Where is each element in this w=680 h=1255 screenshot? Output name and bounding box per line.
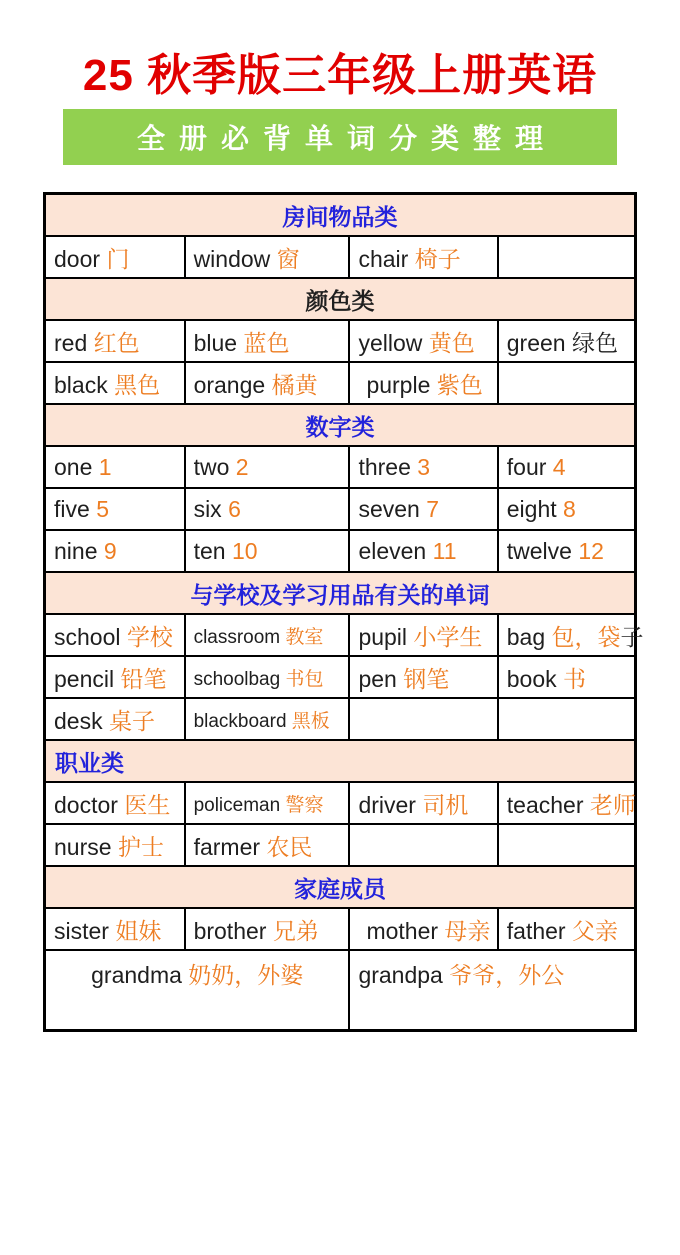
chinese-translation: 书包 bbox=[285, 668, 324, 690]
section-header-2: 数字类 bbox=[45, 404, 636, 446]
english-word: five bbox=[54, 495, 97, 522]
english-word: ten bbox=[193, 537, 232, 564]
english-word: one bbox=[54, 453, 99, 480]
chinese-translation: 医生 bbox=[124, 791, 171, 818]
section-header-1: 颜色类 bbox=[45, 278, 636, 320]
section-header-5: 家庭成员 bbox=[45, 866, 636, 908]
chinese-translation: 教室 bbox=[285, 626, 324, 648]
chinese-translation: 2 bbox=[235, 453, 249, 480]
vocab-cell bbox=[498, 530, 636, 572]
vocab-cell bbox=[45, 446, 185, 488]
english-word: black bbox=[54, 371, 115, 398]
vocab-cell bbox=[349, 362, 497, 404]
english-word: schoolbag bbox=[193, 668, 286, 690]
english-word: three bbox=[358, 453, 418, 480]
english-word: four bbox=[506, 453, 553, 480]
english-word: eleven bbox=[358, 537, 433, 564]
chinese-translation: 母亲 bbox=[444, 917, 491, 944]
chinese-translation: 小学生 bbox=[413, 623, 483, 650]
vocab-cell bbox=[185, 530, 350, 572]
english-word: 绿色 bbox=[571, 329, 618, 356]
vocab-cell bbox=[45, 908, 185, 950]
chinese-translation: 警察 bbox=[285, 794, 324, 816]
english-word: 子 bbox=[620, 623, 644, 650]
section-header-4: 职业类 bbox=[45, 740, 636, 782]
english-word: desk bbox=[54, 707, 109, 734]
vocab-cell bbox=[498, 446, 636, 488]
chinese-translation: 爷爷，外公 bbox=[449, 962, 565, 989]
table-row bbox=[45, 446, 636, 488]
vocab-cell bbox=[185, 656, 350, 698]
english-word: two bbox=[193, 453, 236, 480]
table-row bbox=[45, 950, 636, 1031]
english-word: window bbox=[193, 245, 277, 272]
vocab-cell bbox=[45, 362, 185, 404]
table-row bbox=[45, 488, 636, 530]
vocab-cell bbox=[498, 320, 636, 362]
vocab-cell bbox=[45, 782, 185, 824]
vocab-cell bbox=[185, 614, 350, 656]
section-header-row bbox=[45, 194, 636, 237]
table-row bbox=[45, 530, 636, 572]
page-title: 25 秋季版三年级上册英语 bbox=[82, 51, 598, 100]
section-header-row bbox=[45, 740, 636, 782]
vocab-cell bbox=[45, 530, 185, 572]
table-row bbox=[45, 656, 636, 698]
english-word: orange bbox=[193, 371, 272, 398]
vocab-cell bbox=[45, 824, 185, 866]
chinese-translation: 司机 bbox=[422, 791, 469, 818]
vocab-cell bbox=[349, 656, 497, 698]
vocab-cell bbox=[45, 320, 185, 362]
chinese-translation: 门 bbox=[106, 245, 130, 272]
english-word: blue bbox=[193, 329, 244, 356]
english-word: six bbox=[193, 495, 229, 522]
english-word: mother bbox=[366, 917, 445, 944]
english-word: blackboard bbox=[193, 710, 292, 732]
vocab-cell bbox=[349, 488, 497, 530]
chinese-translation: 桌子 bbox=[108, 707, 155, 734]
chinese-translation: 12 bbox=[578, 537, 604, 564]
english-word: pupil bbox=[358, 623, 414, 650]
table-row bbox=[45, 614, 636, 656]
english-word: nine bbox=[54, 537, 104, 564]
vocab-cell bbox=[185, 488, 350, 530]
chinese-translation: 农民 bbox=[266, 833, 313, 860]
chinese-translation: 黑板 bbox=[291, 710, 330, 732]
english-word: sister bbox=[54, 917, 116, 944]
chinese-translation: 学校 bbox=[126, 623, 173, 650]
chinese-translation: 父亲 bbox=[571, 917, 618, 944]
english-word: teacher bbox=[506, 791, 590, 818]
empty-cell bbox=[498, 362, 636, 404]
section-header-0: 房间物品类 bbox=[45, 194, 636, 237]
english-word: nurse bbox=[54, 833, 118, 860]
vocab-cell bbox=[349, 782, 497, 824]
english-word: classroom bbox=[193, 626, 286, 648]
chinese-translation: 5 bbox=[96, 495, 109, 522]
english-word: yellow bbox=[358, 329, 429, 356]
page bbox=[0, 46, 680, 1255]
vocab-cell bbox=[45, 698, 185, 740]
chinese-translation: 7 bbox=[426, 495, 439, 522]
english-word: green bbox=[506, 329, 572, 356]
table-row bbox=[45, 824, 636, 866]
vocab-cell bbox=[498, 488, 636, 530]
chinese-translation: 紫色 bbox=[436, 371, 483, 398]
chinese-translation: 老师 bbox=[589, 791, 636, 818]
english-word: book bbox=[506, 665, 564, 692]
chinese-translation: 铅笔 bbox=[120, 665, 167, 692]
table-row bbox=[45, 782, 636, 824]
vocab-cell bbox=[185, 236, 350, 278]
chinese-translation: 1 bbox=[98, 453, 112, 480]
english-word: pencil bbox=[54, 665, 121, 692]
chinese-translation: 护士 bbox=[117, 833, 164, 860]
english-word: father bbox=[506, 917, 572, 944]
table-row bbox=[45, 698, 636, 740]
subtitle-banner: 全册必背单词分类整理 bbox=[63, 109, 617, 165]
vocab-cell bbox=[498, 656, 636, 698]
vocab-cell bbox=[45, 236, 185, 278]
english-word: brother bbox=[193, 917, 273, 944]
section-header-row bbox=[45, 572, 636, 614]
vocab-table-body bbox=[45, 194, 644, 1031]
vocab-cell bbox=[185, 446, 350, 488]
english-word: doctor bbox=[54, 791, 125, 818]
chinese-translation: 6 bbox=[228, 495, 241, 522]
vocab-cell bbox=[349, 446, 497, 488]
vocab-cell bbox=[349, 950, 635, 1031]
chinese-translation: 3 bbox=[417, 453, 431, 480]
english-word: driver bbox=[358, 791, 423, 818]
vocab-cell bbox=[349, 908, 497, 950]
section-header-row bbox=[45, 278, 636, 320]
vocab-cell bbox=[349, 614, 497, 656]
vocab-cell bbox=[349, 236, 497, 278]
chinese-translation: 橘黄 bbox=[271, 371, 318, 398]
chinese-translation: 钢笔 bbox=[403, 665, 450, 692]
english-word: school bbox=[54, 623, 127, 650]
chinese-translation: 椅子 bbox=[414, 245, 461, 272]
chinese-translation: 姐妹 bbox=[115, 917, 162, 944]
chinese-translation: 书 bbox=[563, 665, 587, 692]
empty-cell bbox=[498, 236, 636, 278]
vocab-cell bbox=[45, 656, 185, 698]
chinese-translation: 4 bbox=[552, 453, 566, 480]
english-word: bag bbox=[506, 623, 552, 650]
vocab-cell bbox=[45, 614, 185, 656]
vocab-cell bbox=[185, 320, 350, 362]
vocab-cell bbox=[45, 950, 350, 1031]
english-word: farmer bbox=[193, 833, 267, 860]
chinese-translation: 8 bbox=[563, 495, 576, 522]
chinese-translation: 窗 bbox=[276, 245, 300, 272]
vocab-cell bbox=[349, 530, 497, 572]
chinese-translation: 蓝色 bbox=[243, 329, 290, 356]
vocab-cell bbox=[185, 908, 350, 950]
english-word: pen bbox=[358, 665, 404, 692]
english-word: policeman bbox=[193, 794, 286, 816]
chinese-translation: 红色 bbox=[93, 329, 140, 356]
chinese-translation: 黄色 bbox=[428, 329, 475, 356]
vocab-cell bbox=[498, 908, 636, 950]
vocab-cell bbox=[185, 782, 350, 824]
chinese-translation: 包，袋 bbox=[551, 623, 621, 650]
table-row bbox=[45, 908, 636, 950]
section-header-row bbox=[45, 404, 636, 446]
table-row bbox=[45, 236, 636, 278]
chinese-translation: 10 bbox=[231, 537, 258, 564]
vocab-cell bbox=[349, 320, 497, 362]
chinese-translation: 兄弟 bbox=[272, 917, 319, 944]
english-word: door bbox=[54, 245, 107, 272]
vocab-cell bbox=[185, 362, 350, 404]
english-word: seven bbox=[358, 495, 427, 522]
section-header-row bbox=[45, 866, 636, 908]
section-header-3: 与学校及学习用品有关的单词 bbox=[45, 572, 636, 614]
chinese-translation: 黑色 bbox=[114, 371, 161, 398]
vocab-cell bbox=[45, 488, 185, 530]
english-word: purple bbox=[366, 371, 437, 398]
vocab-cell bbox=[498, 782, 636, 824]
english-word: grandpa bbox=[358, 962, 450, 989]
english-word: red bbox=[54, 329, 94, 356]
chinese-translation: 奶奶，外婆 bbox=[188, 962, 304, 989]
english-word: eight bbox=[506, 495, 564, 522]
table-row bbox=[45, 320, 636, 362]
empty-cell bbox=[349, 698, 497, 740]
english-word: twelve bbox=[506, 537, 579, 564]
vocab-cell bbox=[185, 824, 350, 866]
vocab-cell bbox=[498, 614, 644, 656]
empty-cell bbox=[349, 824, 497, 866]
vocab-cell bbox=[185, 698, 350, 740]
english-word: grandma bbox=[91, 962, 189, 989]
vocab-table bbox=[43, 192, 644, 1032]
empty-cell bbox=[498, 824, 636, 866]
table-row bbox=[45, 362, 636, 404]
english-word: chair bbox=[358, 245, 415, 272]
chinese-translation: 9 bbox=[103, 537, 117, 564]
chinese-translation: 11 bbox=[432, 537, 457, 564]
empty-cell bbox=[498, 698, 636, 740]
